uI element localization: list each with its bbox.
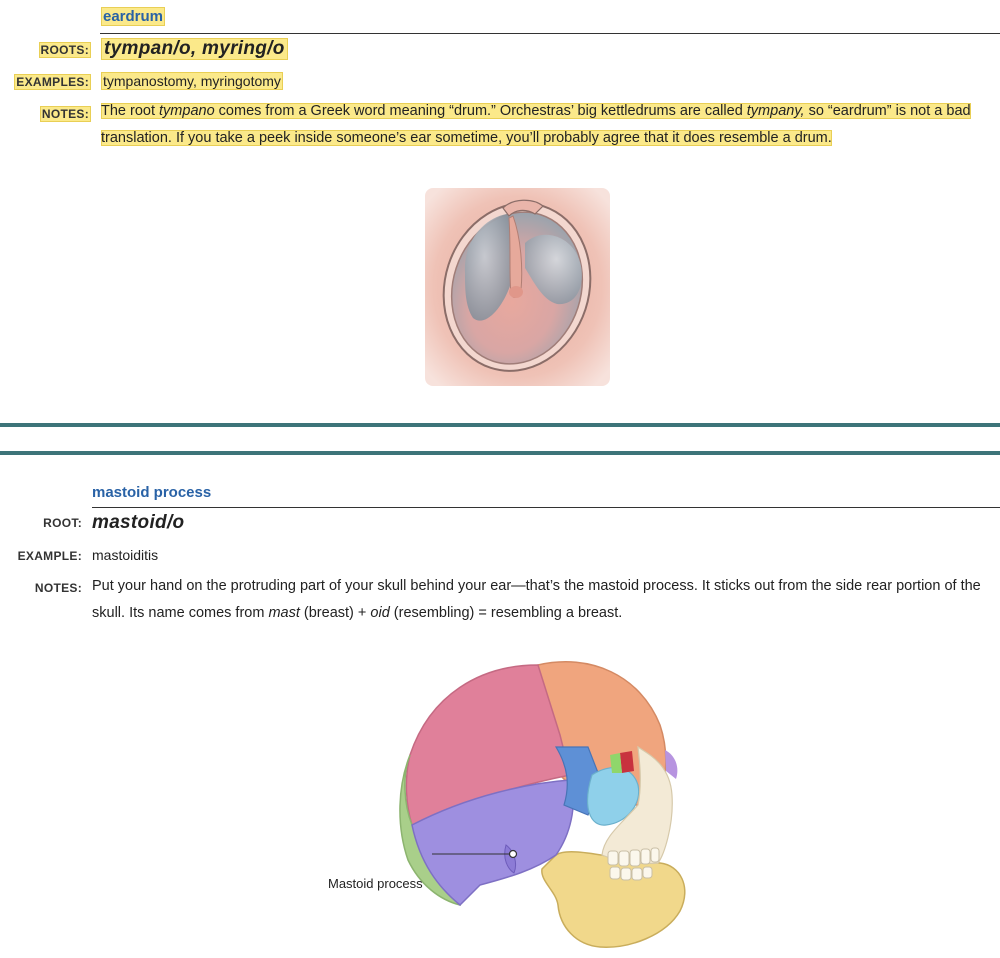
roots-value: tympan/o, myring/o [101, 38, 288, 60]
notes-part-italic: tympany, [746, 103, 805, 119]
notes-part: so “eardrum” is not a bad translation. If you take a peek inside someone’s ear sometime, you’ll probably agree that it does resemble a drum. [101, 103, 971, 146]
notes-part-italic: mast [268, 605, 300, 621]
skull-illustration [320, 655, 720, 955]
example-value: mastoiditis [92, 547, 159, 563]
examples-label: EXAMPLES: [16, 75, 89, 89]
section-separator-top [0, 423, 1000, 427]
figure-label-mastoid-process: Mastoid process [328, 876, 423, 891]
term-title: mastoid process [92, 484, 212, 501]
notes-part: The root [101, 103, 160, 119]
term-title: eardrum [103, 8, 164, 25]
notes-label: NOTES: [34, 581, 82, 595]
term-rule [100, 33, 1000, 34]
term-rule [92, 507, 1000, 508]
notes-part: comes from a Greek word meaning “drum.” Orchestras’ big kettledrums are called [214, 103, 747, 119]
notes-label: NOTES: [41, 107, 89, 121]
eardrum-illustration [425, 188, 610, 386]
examples-value: tympanostomy, myringotomy [103, 73, 281, 89]
entry-mastoid-process [0, 470, 1000, 958]
notes-text [92, 573, 987, 627]
notes-part-italic: oid [370, 605, 390, 621]
example-label: EXAMPLE: [17, 549, 82, 563]
entry-eardrum [0, 0, 1000, 420]
notes-paragraph [101, 103, 971, 146]
notes-part: (resembling) = resembling a breast. [389, 605, 623, 621]
root-value: mastoid/o [92, 512, 185, 533]
section-separator-bottom [0, 451, 1000, 455]
notes-part: Put your hand on the protruding part of your skull behind your ear—that’s the mastoid process. It sticks out from the side rear portion of the skull. Its name comes from [92, 578, 981, 621]
notes-text [101, 98, 996, 152]
notes-part-italic: tympano [159, 103, 215, 119]
roots-label: ROOTS: [40, 43, 89, 57]
root-label: ROOT: [43, 516, 82, 530]
notes-part: (breast) + [299, 605, 371, 621]
